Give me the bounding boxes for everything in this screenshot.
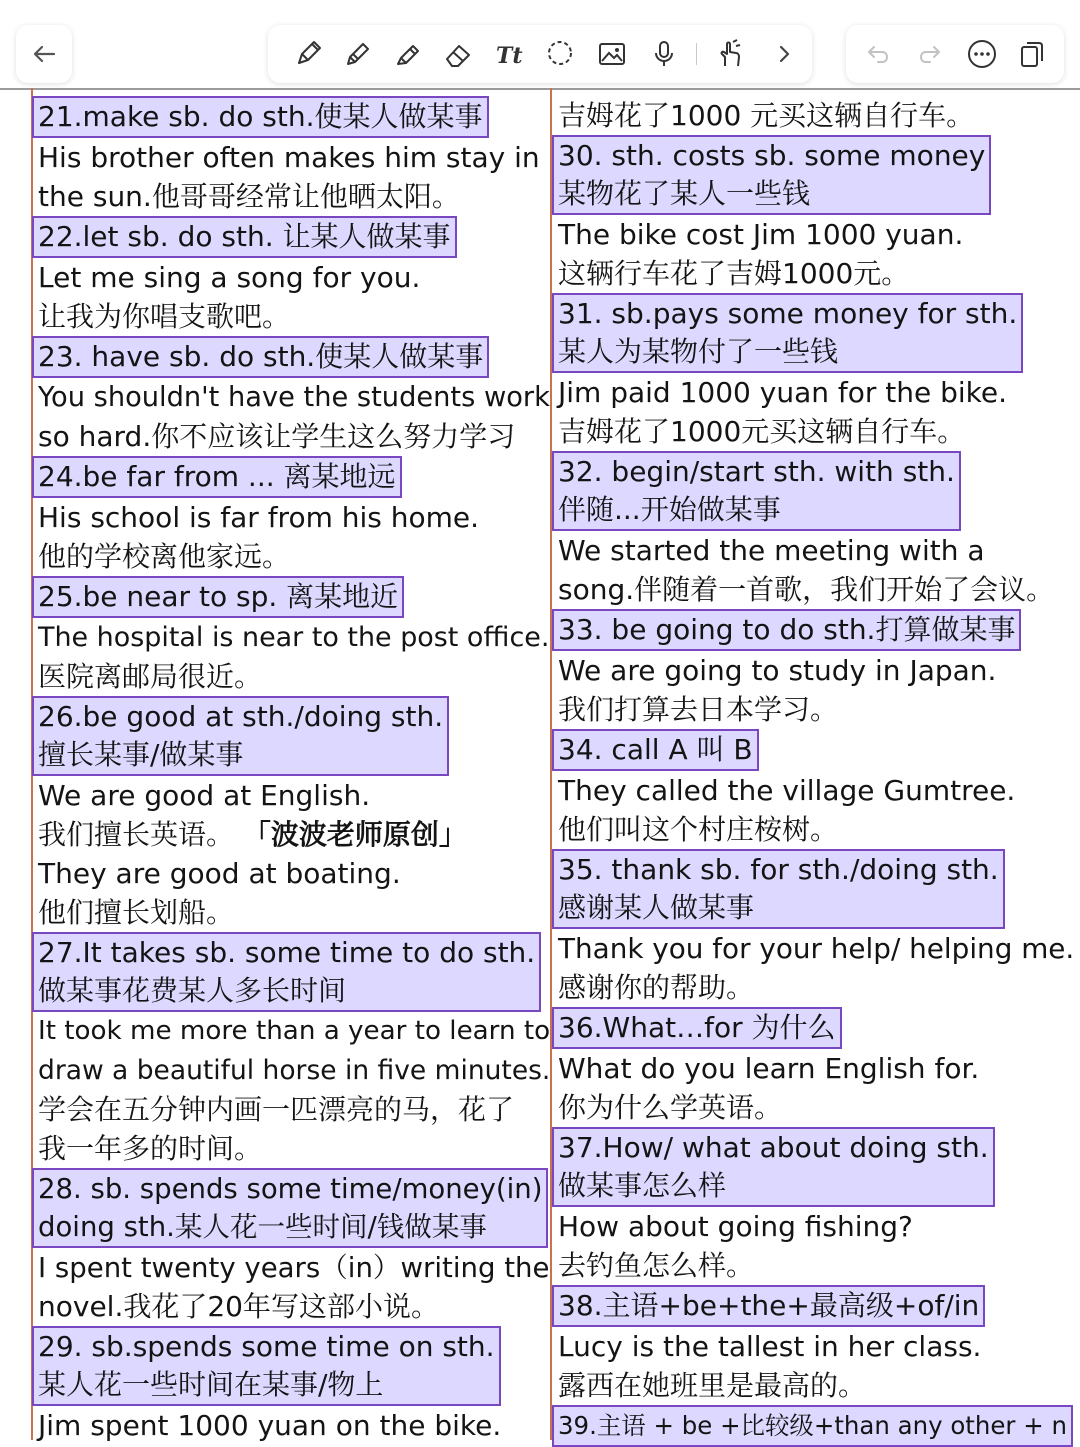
phrase-entry-22 (32, 216, 548, 336)
eraser-icon[interactable] (440, 36, 476, 72)
example-text: Let me sing a song for you. 让我为你唱支歌吧。 (38, 261, 421, 333)
phrase-entry-35 (552, 849, 1075, 1007)
example-text: Lucy is the tallest in her class. 露西在她班里是最高的。 (558, 1330, 982, 1402)
example-text: The bike cost Jim 1000 yuan. 这辆行车花了吉姆1000元。 (558, 218, 964, 290)
phrase-header: 39.主语 + be +比较级+than any other + n (552, 1405, 1073, 1447)
example-text: They called the village Gumtree. 他们叫这个村庄桉树。 (558, 774, 1016, 846)
phrase-entry-28 (32, 1168, 548, 1326)
example-text: 吉姆花了1000 元买这辆自行车。 (558, 99, 975, 132)
toolbar-divider (696, 43, 697, 65)
phrase-header: 36.What…for 为什么 (552, 1007, 842, 1049)
phrase-entry-21 (32, 96, 548, 216)
left-column (32, 96, 551, 1445)
example-text: Jim spent 1000 yuan on the bike. (38, 1409, 502, 1442)
phrase-header: 33. be going to do sth.打算做某事 (552, 609, 1021, 651)
arrow-left-icon (26, 36, 62, 72)
example-text: We are going to study in Japan. 我们打算去日本学习。 (558, 654, 997, 726)
phrase-entry-38 (552, 1285, 1072, 1405)
highlighter-icon[interactable] (390, 36, 426, 72)
phrase-header: 29. sb.spends some time on sth. 某人花一些时间在某事/物上 (32, 1326, 501, 1406)
pen-icon[interactable] (290, 36, 326, 72)
pencil-icon[interactable] (340, 36, 376, 72)
phrase-entry-29 (32, 1326, 548, 1445)
lasso-icon[interactable] (542, 36, 578, 72)
phrase-header: 30. sth. costs sb. some money 某物花了某人一些钱 (552, 135, 991, 215)
phrase-header: 31. sb.pays some money for sth. 某人为某物付了一些钱 (552, 293, 1023, 373)
example-text: You shouldn't have the students work so hard.你不应该让学生这么努力学习 (38, 382, 550, 453)
phrase-entry-37 (552, 1127, 1072, 1285)
phrase-entry-33 (552, 609, 1072, 729)
phrase-header: 28. sb. spends some time/money(in) doing sth.某人花一些时间/钱做某事 (32, 1168, 548, 1248)
text-tool-icon[interactable] (492, 36, 528, 72)
author-note: 「波波老师原创」 (242, 818, 467, 851)
phrase-entry-23 (32, 336, 548, 456)
phrase-header: 35. thank sb. for sth./doing sth. 感谢某人做某事 (552, 849, 1005, 929)
phrase-entry-26 (32, 696, 548, 932)
phrase-header: 25.be near to sp. 离某地近 (32, 576, 404, 618)
phrase-header: 38.主语+be+the+最高级+of/in (552, 1285, 985, 1327)
example-text: How about going fishing? 去钓鱼怎么样。 (558, 1210, 913, 1282)
phrase-entry-36 (552, 1007, 1072, 1127)
example-text: The hospital is near to the post office. 医院离邮局很近。 (38, 622, 550, 693)
phrase-header: 26.be good at sth./doing sth. 擅长某事/做某事 (32, 696, 449, 776)
example-text: It took me more than a year to learn to draw a beautiful horse in five minutes. 学会在五分钟内画一匹漂亮的马，花了 我一年多的时间。 (38, 1016, 551, 1165)
example-text: We started the meeting with a song.伴随着一首歌，我们开始了会议。 (558, 534, 1055, 606)
microphone-icon[interactable] (646, 36, 682, 72)
right-column (552, 96, 1075, 1447)
page-top-border (0, 88, 1080, 90)
example-text: I spent twenty years（in）writing the novel.我花了20年写这部小说。 (38, 1251, 550, 1323)
example-text: Jim paid 1000 yuan for the bike. 吉姆花了1000元买这辆自行车。 (558, 376, 1008, 448)
phrase-header: 34. call A 叫 B (552, 729, 759, 771)
top-toolbar (0, 0, 1080, 88)
example-text: What do you learn English for. 你为什么学英语。 (558, 1052, 980, 1124)
phrase-entry-29-continued (552, 96, 1072, 135)
phrase-header: 23. have sb. do sth.使某人做某事 (32, 336, 489, 378)
pages-icon[interactable] (1014, 36, 1050, 72)
phrase-header: 37.How/ what about doing sth. 做某事怎么样 (552, 1127, 995, 1207)
phrase-header: 24.be far from ... 离某地远 (32, 456, 402, 498)
chevron-right-icon[interactable] (766, 36, 802, 72)
phrase-entry-30 (552, 135, 1072, 293)
redo-icon[interactable] (912, 36, 948, 72)
example-text: We are good at English. 我们擅长英语。 「波波老师原创」 They are good at boating. 他们擅长划船。 (38, 779, 467, 929)
phrase-entry-27 (32, 932, 551, 1168)
phrase-entry-31 (552, 293, 1072, 451)
phrase-header: 21.make sb. do sth.使某人做某事 (32, 96, 489, 138)
example-text: His school is far from his home. 他的学校离他家远。 (38, 501, 480, 573)
image-icon[interactable] (594, 36, 630, 72)
more-icon[interactable] (964, 36, 1000, 72)
example-text: His brother often makes him stay in the sun.他哥哥经常让他晒太阳。 (38, 141, 540, 213)
back-button[interactable] (16, 25, 72, 83)
finger-touch-icon[interactable] (712, 36, 748, 72)
phrase-entry-24 (32, 456, 548, 576)
phrase-header: 27.It takes sb. some time to do sth. 做某事花费某人多长时间 (32, 932, 541, 1012)
undo-icon[interactable] (860, 36, 896, 72)
example-text: Thank you for your help/ helping me. 感谢你的帮助。 (558, 932, 1075, 1004)
action-bar (846, 25, 1064, 83)
phrase-entry-25 (32, 576, 548, 696)
phrase-entry-39 (552, 1405, 1072, 1447)
phrase-entry-34 (552, 729, 1072, 849)
phrase-entry-32 (552, 451, 1072, 609)
svg-text:Tt: Tt (496, 43, 523, 69)
tool-palette (268, 25, 812, 83)
phrase-header: 22.let sb. do sth. 让某人做某事 (32, 216, 457, 258)
phrase-header: 32. begin/start sth. with sth. 伴随...开始做某事 (552, 451, 961, 531)
